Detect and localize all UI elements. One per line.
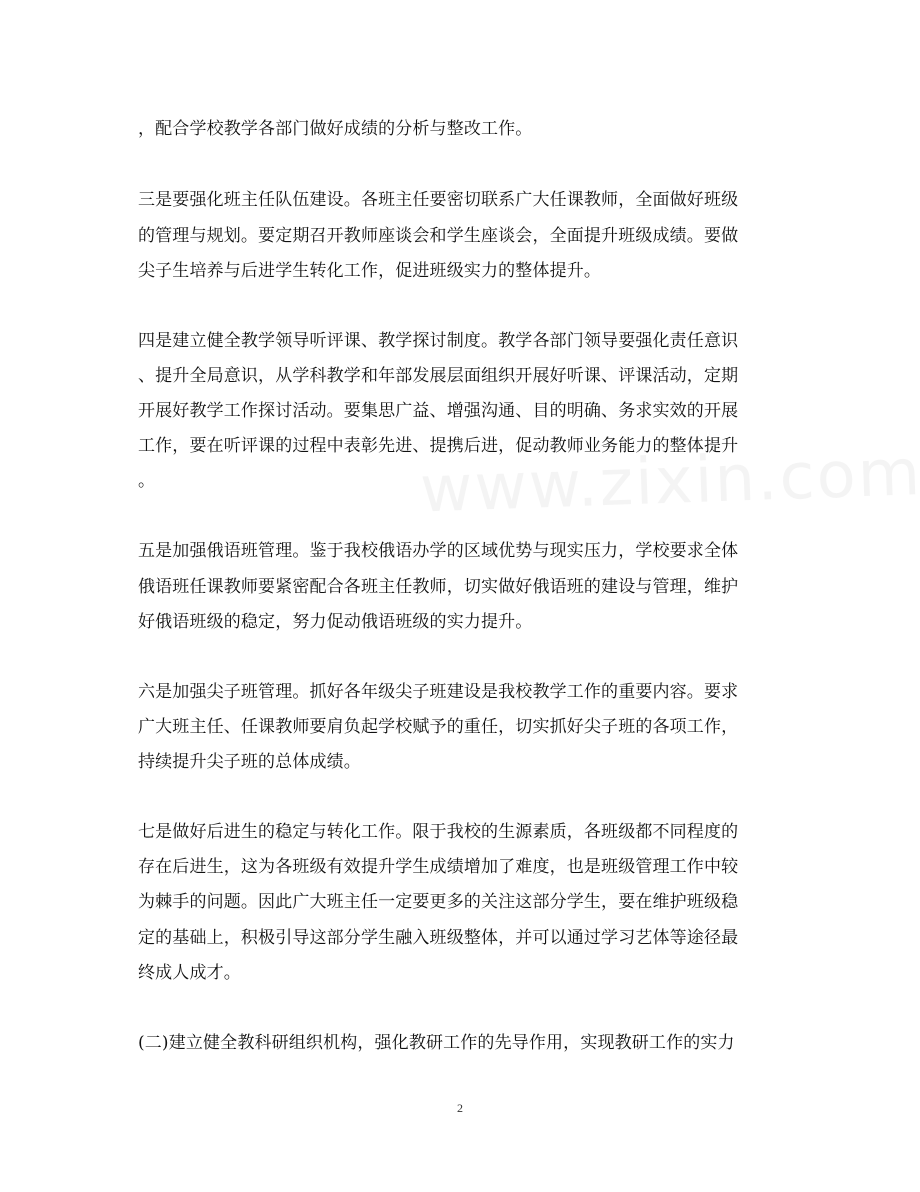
paragraph-5-line-2: 广大班主任、任课教师要肩负起学校赋予的重任，切实抓好尖子班的各项工作， <box>138 717 739 737</box>
paragraph-2-line-1: 三是要强化班主任队伍建设。各班主任要密切联系广大任课教师，全面做好班级 <box>138 190 739 210</box>
paragraph-3-line-1: 四是建立健全教学领导听评课、教学探讨制度。教学各部门领导要强化责任意识 <box>138 331 739 351</box>
paragraph-6-line-2: 存在后进生，这为各班级有效提升学生成绩增加了难度，也是班级管理工作中较 <box>138 857 739 877</box>
paragraph-6-line-1: 七是做好后进生的稳定与转化工作。限于我校的生源素质，各班级都不同程度的 <box>138 822 739 842</box>
paragraph-6-line-5: 终成人成才。 <box>138 963 241 983</box>
paragraph-5-line-1: 六是加强尖子班管理。抓好各年级尖子班建设是我校教学工作的重要内容。要求 <box>138 682 739 702</box>
paragraph-7-line-1: (二)建立健全教科研组织机构，强化教研工作的先导作用，实现教研工作的实力 <box>138 1033 735 1053</box>
paragraph-6-line-4: 定的基础上，积极引导这部分学生融入班级整体，并可以通过学习艺体等途径最 <box>138 928 739 948</box>
paragraph-4-line-2: 俄语班任课教师要紧密配合各班主任教师，切实做好俄语班的建设与管理，维护 <box>138 577 739 597</box>
paragraph-3-line-3: 开展好教学工作探讨活动。要集思广益、增强沟通、目的明确、务求实效的开展 <box>138 401 739 421</box>
page-number: 2 <box>457 1101 463 1115</box>
paragraph-3-line-4: 工作，要在听评课的过程中表彰先进、提携后进，促动教师业务能力的整体提升 <box>138 436 739 456</box>
paragraph-4-line-1: 五是加强俄语班管理。鉴于我校俄语办学的区域优势与现实压力，学校要求全体 <box>138 541 739 561</box>
paragraph-3-line-5: 。 <box>138 471 156 491</box>
paragraph-2-line-2: 的管理与规划。要定期召开教师座谈会和学生座谈会，全面提升班级成绩。要做 <box>138 226 739 246</box>
paragraph-5-line-3: 持续提升尖子班的总体成绩。 <box>138 752 361 772</box>
paragraph-6-line-3: 为棘手的问题。因此广大班主任一定要更多的关注这部分学生，要在维护班级稳 <box>138 892 739 912</box>
paragraph-4-line-3: 好俄语班级的稳定，努力促动俄语班级的实力提升。 <box>138 612 533 632</box>
paragraph-1-line-1: ，配合学校教学各部门做好成绩的分析与整改工作。 <box>138 119 533 139</box>
paragraph-2-line-3: 尖子生培养与后进学生转化工作，促进班级实力的整体提升。 <box>138 261 602 281</box>
paragraph-3-line-2: 、提升全局意识，从学科教学和年部发展层面组织开展好听课、评课活动，定期 <box>138 366 739 386</box>
